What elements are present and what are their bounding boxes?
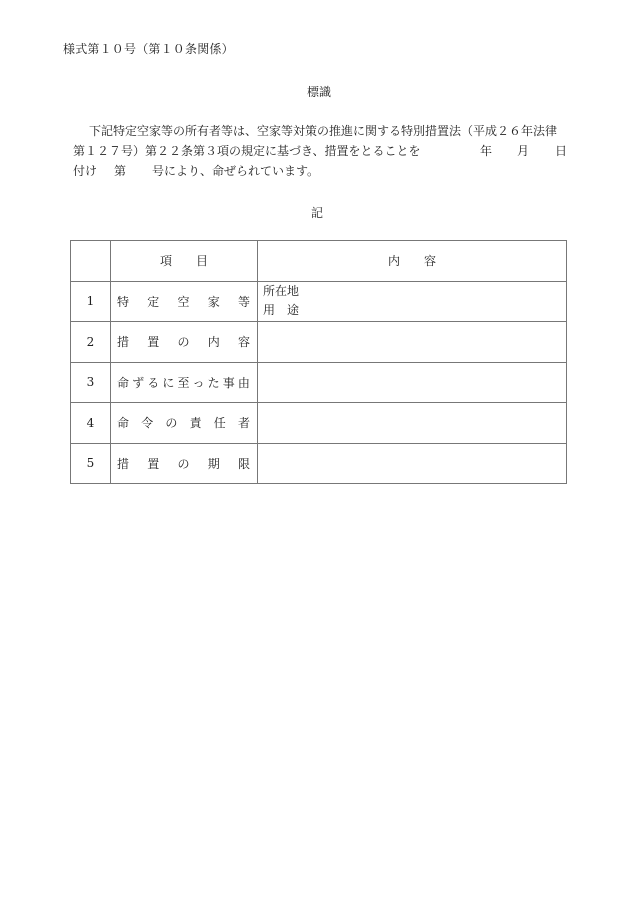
item-char: 措	[117, 335, 130, 350]
date-day-label: 日	[555, 144, 568, 158]
item-char: 至	[177, 375, 190, 390]
item-char: 期	[207, 456, 220, 471]
item-char: 等	[237, 294, 250, 309]
item-char: 内	[207, 335, 220, 350]
row-item	[111, 443, 258, 484]
item-char: の	[177, 335, 190, 350]
table-row	[71, 362, 567, 403]
row-number: 4	[71, 403, 111, 444]
item-char: っ	[192, 375, 205, 390]
row-item	[111, 322, 258, 363]
item-char: の	[177, 456, 190, 471]
item-char: に	[162, 375, 175, 390]
table-header-row	[71, 241, 567, 282]
body-line-3	[73, 161, 573, 181]
item-char: 定	[147, 294, 160, 309]
item-char: 者	[237, 416, 250, 431]
row-number: 1	[71, 281, 111, 322]
body-line-2-text: 第１２７号）第２２条第３項の規定に基づき、措置をとることを	[73, 144, 421, 158]
item-char: 任	[213, 416, 226, 431]
header-content-cell: 内 容	[258, 241, 567, 282]
item-char: 命	[117, 416, 130, 431]
row-content	[258, 362, 567, 403]
item-char: 置	[147, 456, 160, 471]
item-char: の	[165, 416, 178, 431]
body-line-2	[73, 141, 573, 161]
item-char: 置	[147, 335, 160, 350]
item-char: 特	[117, 294, 130, 309]
document-title: 標識	[306, 85, 331, 99]
form-number: 様式第１０号（第１０条関係）	[63, 42, 234, 56]
header-item-cell: 項 目	[111, 241, 258, 282]
item-char: 命	[117, 375, 130, 390]
item-char: 由	[237, 375, 250, 390]
row-number: 5	[71, 443, 111, 484]
row-item	[111, 281, 258, 322]
item-char: 責	[189, 416, 202, 431]
row-item	[111, 403, 258, 444]
body-line-1: 下記特定空家等の所有者等は、空家等対策の推進に関する特別措置法（平成２６年法律	[89, 124, 558, 138]
item-char: 措	[117, 456, 130, 471]
item-char: る	[147, 375, 160, 390]
row-content	[258, 281, 567, 322]
row-item	[111, 362, 258, 403]
item-char: 限	[237, 456, 250, 471]
item-char: 容	[237, 335, 250, 350]
row-number: 3	[71, 362, 111, 403]
table-row	[71, 443, 567, 484]
row-content	[258, 443, 567, 484]
ki-label: 記	[310, 206, 323, 220]
table-row	[71, 281, 567, 322]
row-content	[258, 322, 567, 363]
location-label: 所在地	[263, 284, 300, 299]
order-number-suffix: 号により、命ぜられています。	[152, 164, 320, 178]
row-content	[258, 403, 567, 444]
table-row	[71, 403, 567, 444]
date-month-label: 月	[517, 144, 530, 158]
usage-label: 用 途	[263, 303, 300, 318]
row-number: 2	[71, 322, 111, 363]
item-char: 令	[141, 416, 154, 431]
header-no-cell	[71, 241, 111, 282]
date-year-label: 年	[480, 144, 493, 158]
notice-table	[70, 240, 567, 484]
order-number-prefix: 第	[114, 164, 127, 178]
item-char: 家	[207, 294, 220, 309]
item-char: 事	[222, 375, 235, 390]
item-char: た	[207, 375, 220, 390]
item-char: ず	[132, 375, 145, 390]
line3-prefix: 付け	[73, 164, 98, 178]
item-char: 空	[177, 294, 190, 309]
table-row	[71, 322, 567, 363]
